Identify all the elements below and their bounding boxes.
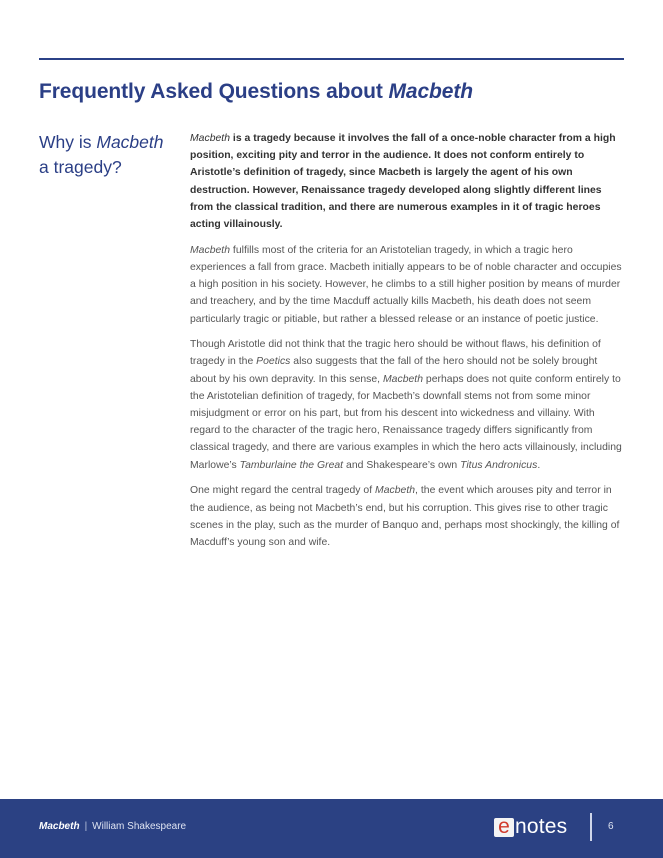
paragraph-text: , the event which arouses pity and terror in the audience, as being not Macbeth’s end, but his corruption. This gives rise to other tragic scenes in the play, such as the murder of Banquo and, perhaps most shockingly, the killing of Macduff’s young son and wife. — [190, 485, 620, 548]
italic-title-text: Macbeth — [383, 373, 423, 385]
paragraph-text: One might regard the central tragedy of — [190, 485, 376, 497]
enotes-e-icon: e — [494, 818, 514, 837]
answer-paragraph — [190, 336, 626, 474]
page-number: 6 — [608, 821, 614, 832]
footer-book-info — [39, 821, 186, 832]
page-title-book: Macbeth — [388, 80, 473, 103]
answer-paragraph — [190, 242, 626, 328]
answer-body — [190, 130, 626, 560]
italic-title-text: Macbeth — [375, 485, 416, 497]
header-rule — [39, 58, 624, 60]
answer-summary-paragraph — [190, 130, 626, 233]
italic-title-text: Macbeth — [190, 244, 230, 256]
page-title — [39, 80, 473, 104]
answer-paragraph — [190, 482, 626, 551]
paragraph-text: . — [537, 459, 541, 471]
paragraph-text: fulfills most of the criteria for an Aristotelian tragedy, in which a tragic hero experiences a fall from grace. Macbeth initially appears to be of noble character and occupies a high position in his society. However, he climbs to a still higher position by means of murder and treachery, and by the time Macduff actually kills Macbeth, his death does not seem particularly tragic or pitiable, but rather a blessed release or an instance of poetic justice. — [190, 244, 622, 325]
paragraph-text: also suggests that the fall of the hero should not be solely brought about by his own depravity. In this sense, — [190, 356, 598, 385]
enotes-wordmark: notes — [515, 815, 568, 838]
page-footer — [0, 799, 663, 858]
question-heading — [39, 130, 179, 180]
question-suffix: a tragedy? — [39, 157, 122, 177]
paragraph-text: perhaps does not quite conform entirely to the Aristotelian definition of tragedy, for Macbeth’s downfall stems not from some minor misjudgment or error on his part, but from his descent into wickedness and villainy. With regard to the character of the tragic hero, Renaissance tragedy differs significantly from classical tragedy, and there are various examples in which the hero acts villainously, including Marlowe’s — [190, 373, 622, 471]
italic-title-text: Poetics — [256, 356, 291, 368]
paragraph-text: is a tragedy because it involves the fall of a once-noble character from a high position, exciting pity and terror in the audience. It does not conform entirely to Aristotle’s definition of tragedy, since Macbeth is largely the agent of his own destruction. However, Renaissance tragedy developed along slightly different lines from the classical tradition, and there are numerous examples in it of tragic heroes acting villainously. — [190, 133, 616, 231]
footer-divider — [590, 813, 592, 841]
italic-title-text: Titus Andronicus — [460, 459, 538, 471]
italic-title-text: Tamburlaine the Great — [239, 459, 344, 471]
italic-title-text: Macbeth — [190, 133, 230, 144]
enotes-logo[interactable] — [494, 816, 567, 838]
page-title-prefix: Frequently Asked Questions about — [39, 80, 389, 103]
question-prefix: Why is — [39, 132, 97, 152]
footer-author: William Shakespeare — [92, 821, 187, 832]
footer-separator: | — [84, 821, 88, 832]
question-book: Macbeth — [96, 132, 164, 152]
paragraph-text: and Shakespeare’s own — [343, 459, 461, 471]
footer-book-title: Macbeth — [39, 821, 80, 832]
paragraph-text: Though Aristotle did not think that the tragic hero should be without flaws, his definition of tragedy in the — [190, 339, 601, 368]
